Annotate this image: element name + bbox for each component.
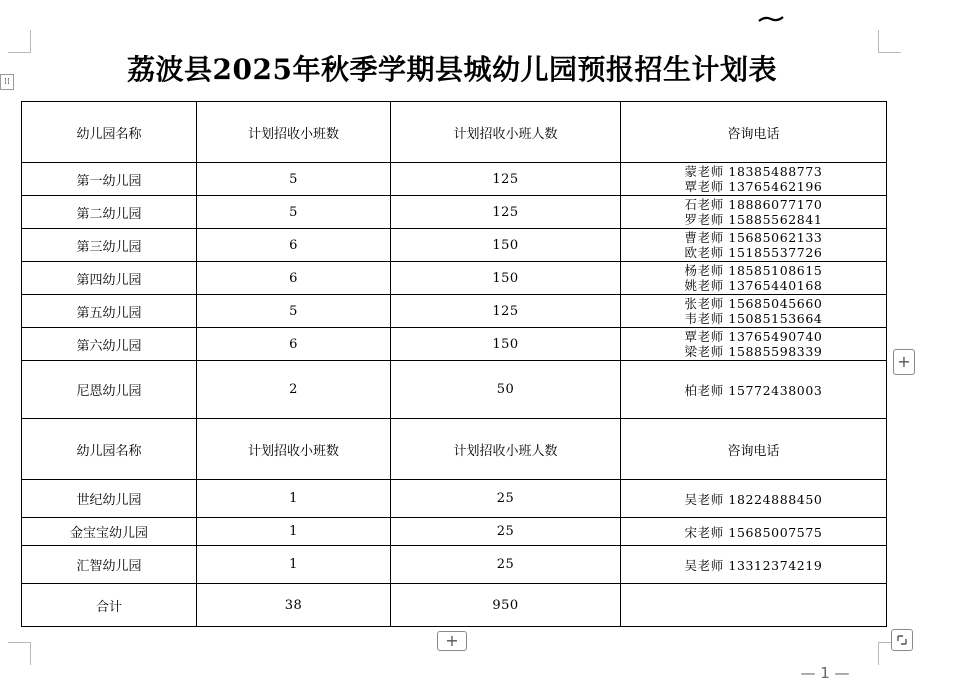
planned-students[interactable]: 25 xyxy=(391,546,621,584)
planned-students[interactable]: 150 xyxy=(391,229,621,262)
table-resize-button[interactable] xyxy=(891,629,913,651)
phone-cell[interactable] xyxy=(621,328,887,361)
planned-students[interactable]: 125 xyxy=(391,163,621,196)
phone-cell[interactable] xyxy=(621,262,887,295)
contact-phone: 吴老师 18224888450 xyxy=(684,491,823,507)
kindergarten-name[interactable]: 第一幼儿园 xyxy=(22,163,197,196)
contact-phone: 蒙老师 18385488773 xyxy=(684,164,823,179)
planned-students[interactable]: 150 xyxy=(391,328,621,361)
planned-students[interactable]: 125 xyxy=(391,295,621,328)
table-row xyxy=(22,328,887,361)
contact-phone: 宋老师 15685007575 xyxy=(684,524,823,540)
table-row xyxy=(22,295,887,328)
contact-phone: 柏老师 15772438003 xyxy=(684,382,823,398)
total-label[interactable]: 合计 xyxy=(22,584,197,627)
contact-phone: 杨老师 18585108615 xyxy=(684,263,823,278)
planned-students[interactable]: 50 xyxy=(391,361,621,419)
planned-classes[interactable]: 6 xyxy=(197,262,391,295)
add-column-button[interactable] xyxy=(893,349,915,375)
header-kindergarten-name[interactable]: 幼儿园名称 xyxy=(22,419,197,480)
enrollment-table xyxy=(21,101,887,627)
total-classes[interactable]: 38 xyxy=(197,584,391,627)
kindergarten-name[interactable]: 第四幼儿园 xyxy=(22,262,197,295)
contact-phone: 梁老师 15885598339 xyxy=(684,344,823,359)
plus-icon: + xyxy=(897,352,911,371)
planned-classes[interactable]: 5 xyxy=(197,163,391,196)
planned-classes[interactable]: 5 xyxy=(197,196,391,229)
header-kindergarten-name[interactable]: 幼儿园名称 xyxy=(22,102,197,163)
phone-cell[interactable] xyxy=(621,480,887,518)
header-planned-classes[interactable]: 计划招收小班数 xyxy=(197,102,391,163)
kindergarten-name[interactable]: 尼恩幼儿园 xyxy=(22,361,197,419)
contact-phone: 韦老师 15085153664 xyxy=(684,311,823,326)
planned-students[interactable]: 25 xyxy=(391,518,621,546)
table-header-row xyxy=(22,419,887,480)
table-row xyxy=(22,480,887,518)
planned-classes[interactable]: 6 xyxy=(197,229,391,262)
kindergarten-name[interactable]: 第三幼儿园 xyxy=(22,229,197,262)
table-row xyxy=(22,518,887,546)
header-planned-students[interactable]: 计划招收小班人数 xyxy=(391,102,621,163)
planned-classes[interactable]: 1 xyxy=(197,518,391,546)
phone-cell[interactable] xyxy=(621,518,887,546)
kindergarten-name[interactable]: 世纪幼儿园 xyxy=(22,480,197,518)
contact-phone: 张老师 15685045660 xyxy=(684,296,823,311)
planned-classes[interactable]: 6 xyxy=(197,328,391,361)
contact-phone: 覃老师 13765490740 xyxy=(684,329,823,344)
planned-students[interactable]: 125 xyxy=(391,196,621,229)
page-title: 荔波县2025年秋季学期县城幼儿园预报招生计划表 xyxy=(127,53,777,86)
contact-phone: 覃老师 13765462196 xyxy=(684,179,823,194)
contact-phone: 石老师 18886077170 xyxy=(684,197,823,212)
ink-mark xyxy=(757,14,785,24)
page-number: — 1 — xyxy=(800,664,850,682)
contact-phone: 吴老师 13312374219 xyxy=(684,557,823,573)
planned-classes[interactable]: 1 xyxy=(197,546,391,584)
kindergarten-name[interactable]: 第二幼儿园 xyxy=(22,196,197,229)
total-students[interactable]: 950 xyxy=(391,584,621,627)
phone-cell[interactable] xyxy=(621,295,887,328)
contact-phone: 曹老师 15685062133 xyxy=(684,230,823,245)
kindergarten-name[interactable]: 金宝宝幼儿园 xyxy=(22,518,197,546)
planned-classes[interactable]: 1 xyxy=(197,480,391,518)
header-consult-phone[interactable]: 咨询电话 xyxy=(621,419,887,480)
phone-cell[interactable] xyxy=(621,229,887,262)
phone-cell[interactable] xyxy=(621,163,887,196)
kindergarten-name[interactable]: 第五幼儿园 xyxy=(22,295,197,328)
phone-cell[interactable] xyxy=(621,361,887,419)
page-corner-mark xyxy=(8,642,31,665)
table-row xyxy=(22,196,887,229)
planned-students[interactable]: 150 xyxy=(391,262,621,295)
resize-icon xyxy=(896,634,908,646)
contact-phone: 姚老师 13765440168 xyxy=(684,278,823,293)
table-move-icon[interactable]: ⁞⁞ xyxy=(0,74,14,90)
planned-classes[interactable]: 5 xyxy=(197,295,391,328)
add-row-button[interactable] xyxy=(437,631,467,651)
table-row xyxy=(22,163,887,196)
header-planned-students[interactable]: 计划招收小班人数 xyxy=(391,419,621,480)
table-row xyxy=(22,229,887,262)
phone-cell[interactable] xyxy=(621,546,887,584)
table-row xyxy=(22,262,887,295)
contact-phone: 欧老师 15185537726 xyxy=(684,245,823,260)
kindergarten-name[interactable]: 汇智幼儿园 xyxy=(22,546,197,584)
total-phone[interactable] xyxy=(621,584,887,627)
table-header-row xyxy=(22,102,887,163)
planned-students[interactable]: 25 xyxy=(391,480,621,518)
table-row xyxy=(22,361,887,419)
contact-phone: 罗老师 15885562841 xyxy=(684,212,823,227)
kindergarten-name[interactable]: 第六幼儿园 xyxy=(22,328,197,361)
table-row xyxy=(22,546,887,584)
header-consult-phone[interactable]: 咨询电话 xyxy=(621,102,887,163)
phone-cell[interactable] xyxy=(621,196,887,229)
planned-classes[interactable]: 2 xyxy=(197,361,391,419)
table-total-row xyxy=(22,584,887,627)
plus-icon: + xyxy=(445,631,459,650)
header-planned-classes[interactable]: 计划招收小班数 xyxy=(197,419,391,480)
